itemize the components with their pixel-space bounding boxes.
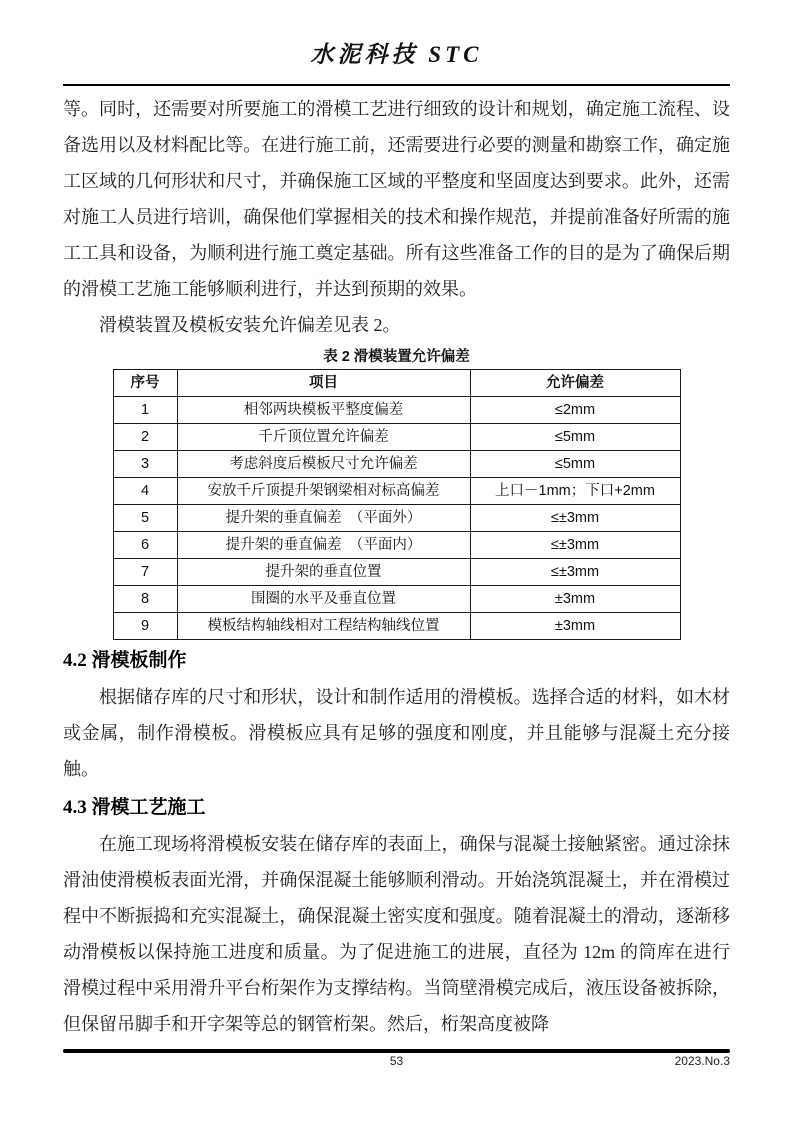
table-row (113, 559, 680, 586)
table-row (113, 424, 680, 451)
cell-seq: 9 (113, 613, 177, 640)
section-4-2-paragraph: 根据储存库的尺寸和形状，设计和制作适用的滑模板。选择合适的材料，如木材或金属，制作滑模板。滑模板应具有足够的强度和刚度，并且能够与混凝土充分接触。 (63, 687, 730, 779)
paragraph-table-reference: 滑模装置及模板安装允许偏差见表 2。 (99, 315, 401, 335)
cell-seq: 2 (113, 424, 177, 451)
cell-seq: 7 (113, 559, 177, 586)
section-heading-4-3: 4.3 滑模工艺施工 (63, 797, 206, 818)
table-row (113, 478, 680, 505)
cell-seq: 4 (113, 478, 177, 505)
cell-seq: 8 (113, 586, 177, 613)
table-row (113, 397, 680, 424)
footer-row (63, 1053, 730, 1071)
cell-tolerance: ≤±3mm (470, 505, 680, 532)
tolerance-table (113, 369, 681, 640)
cell-tolerance: ≤±3mm (470, 532, 680, 559)
table-row (113, 451, 680, 478)
cell-tolerance: ≤5mm (470, 451, 680, 478)
table-row (113, 586, 680, 613)
column-header-tolerance: 允许偏差 (470, 370, 680, 397)
table-header-row (113, 370, 680, 397)
cell-tolerance: ±3mm (470, 613, 680, 640)
cell-seq: 5 (113, 505, 177, 532)
cell-seq: 3 (113, 451, 177, 478)
section-heading-4-2: 4.2 滑模板制作 (63, 650, 187, 671)
cell-item: 考虑斜度后模板尺寸允许偏差 (177, 451, 470, 478)
cell-tolerance: ≤5mm (470, 424, 680, 451)
cell-tolerance: ≤2mm (470, 397, 680, 424)
cell-item: 安放千斤顶提升架钢梁相对标高偏差 (177, 478, 470, 505)
table-caption: 表 2 滑模装置允许偏差 (323, 349, 470, 365)
paragraph-intro: 等。同时，还需要对所要施工的滑模工艺进行细致的设计和规划，确定施工流程、设备选用以及材料配比等。在进行施工前，还需要进行必要的测量和勘察工作，确定施工区域的几何形状和尺寸，并确保施工区域的平整度和坚固度达到要求。此外，还需对施工人员进行培训，确保他们掌握相关的技术和操作规范，并提前准备好所需的施工工具和设备，为顺利进行施工奠定基础。所有这些准备工作的目的是为了确保后期的滑模工艺施工能够顺利进行，并达到预期的效果。 (63, 99, 730, 299)
page-footer (63, 1049, 730, 1071)
cell-item: 提升架的垂直偏差 （平面内） (177, 532, 470, 559)
cell-item: 相邻两块模板平整度偏差 (177, 397, 470, 424)
cell-item: 提升架的垂直偏差 （平面外） (177, 505, 470, 532)
cell-item: 模板结构轴线相对工程结构轴线位置 (177, 613, 470, 640)
column-header-item: 项目 (177, 370, 470, 397)
cell-tolerance: 上口－1mm；下口+2mm (470, 478, 680, 505)
journal-title: 水泥科技 STC (310, 42, 483, 67)
page-number: 53 (389, 1054, 404, 1068)
cell-tolerance: ≤±3mm (470, 559, 680, 586)
cell-item: 围圈的水平及垂直位置 (177, 586, 470, 613)
table-row (113, 613, 680, 640)
section-4-3-paragraph: 在施工现场将滑模板安装在储存库的表面上，确保与混凝土接触紧密。通过涂抹滑油使滑模板表面光滑，并确保混凝土能够顺利滑动。开始浇筑混凝土，并在滑模过程中不断振捣和充实混凝土，确保混凝土密实度和强度。随着混凝土的滑动，逐渐移动滑模板以保持施工进度和质量。为了促进施工的进展，直径为 12m 的筒库在进行滑模过程中采用滑升平台桁架作为支撑结构。当筒壁滑模完成后，液压设备被拆除，但保留吊脚手和开字架等总的钢管桁架。然后，桁架高度被降 (63, 834, 730, 1034)
column-header-seq: 序号 (113, 370, 177, 397)
cell-item: 提升架的垂直位置 (177, 559, 470, 586)
header-rule (63, 84, 730, 86)
table-row (113, 505, 680, 532)
cell-item: 千斤顶位置允许偏差 (177, 424, 470, 451)
cell-tolerance: ±3mm (470, 586, 680, 613)
cell-seq: 1 (113, 397, 177, 424)
table-row (113, 532, 680, 559)
cell-seq: 6 (113, 532, 177, 559)
page-content (63, 38, 730, 1042)
issue-number: 2023.No.3 (674, 1054, 730, 1068)
